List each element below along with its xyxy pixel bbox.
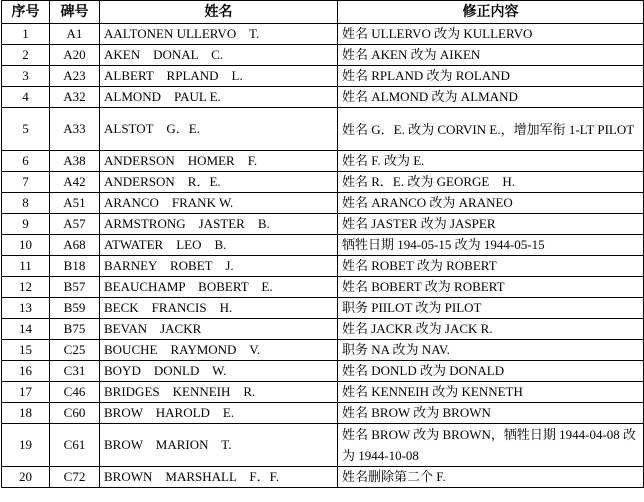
correction-cell: 牺牲日期 194-05-15 改为 1944-05-15 (338, 235, 644, 256)
table-row (2, 340, 644, 361)
header-row (2, 1, 644, 24)
name-cell: AKEN DONAL C. (100, 45, 338, 66)
stone-cell: B18 (50, 256, 100, 277)
correction-cell: 职务 PIILOT 改为 PILOT (338, 298, 644, 319)
header-serial: 序号 (2, 1, 50, 24)
serial-cell: 2 (2, 45, 50, 66)
serial-cell: 19 (2, 424, 50, 467)
stone-cell: A23 (50, 66, 100, 87)
correction-cell: 姓名 JASTER 改为 JASPER (338, 214, 644, 235)
correction-cell: 姓名 BOBERT 改为 ROBERT (338, 277, 644, 298)
name-cell: ARMSTRONG JASTER B. (100, 214, 338, 235)
name-cell: ALMOND PAUL E. (100, 87, 338, 108)
table-row (2, 256, 644, 277)
serial-cell: 13 (2, 298, 50, 319)
serial-cell: 14 (2, 319, 50, 340)
stone-cell: A1 (50, 24, 100, 45)
table-row (2, 214, 644, 235)
serial-cell: 8 (2, 193, 50, 214)
table-row (2, 87, 644, 108)
serial-cell: 5 (2, 108, 50, 151)
stone-cell: C72 (50, 467, 100, 488)
table-row (2, 382, 644, 403)
name-cell: BEVAN JACKR (100, 319, 338, 340)
name-cell: ALBERT RPLAND L. (100, 66, 338, 87)
correction-cell: 姓名 ULLERVO 改为 KULLERVO (338, 24, 644, 45)
table-row (2, 66, 644, 87)
correction-cell: 姓名 ALMOND 改为 ALMAND (338, 87, 644, 108)
stone-cell: C61 (50, 424, 100, 467)
table-row (2, 193, 644, 214)
header-stone-number: 碑号 (50, 1, 100, 24)
serial-cell: 9 (2, 214, 50, 235)
table-row (2, 108, 644, 151)
correction-cell: 姓名 DONLD 改为 DONALD (338, 361, 644, 382)
name-cell: BOYD DONLD W. (100, 361, 338, 382)
correction-cell: 姓名 ROBET 改为 ROBERT (338, 256, 644, 277)
table-row (2, 172, 644, 193)
name-cell: BROW MARION T. (100, 424, 338, 467)
name-cell: ANDERSON HOMER F. (100, 151, 338, 172)
stone-cell: C46 (50, 382, 100, 403)
name-cell: ARANCO FRANK W. (100, 193, 338, 214)
serial-cell: 4 (2, 87, 50, 108)
header-correction: 修正内容 (338, 1, 644, 24)
stone-cell: A38 (50, 151, 100, 172)
correction-cell: 姓名 BROW 改为 BROWN (338, 403, 644, 424)
serial-cell: 6 (2, 151, 50, 172)
stone-cell: A51 (50, 193, 100, 214)
correction-table (1, 0, 644, 488)
stone-cell: A33 (50, 108, 100, 151)
name-cell: BARNEY ROBET J. (100, 256, 338, 277)
table-row (2, 235, 644, 256)
table-row (2, 45, 644, 66)
table-row (2, 24, 644, 45)
table-row (2, 361, 644, 382)
serial-cell: 3 (2, 66, 50, 87)
correction-cell: 姓名删除第二个 F. (338, 467, 644, 488)
stone-cell: A57 (50, 214, 100, 235)
name-cell: BEAUCHAMP BOBERT E. (100, 277, 338, 298)
name-cell: BRIDGES KENNEIH R. (100, 382, 338, 403)
header-name: 姓名 (100, 1, 338, 24)
name-cell: ANDERSON R．E. (100, 172, 338, 193)
serial-cell: 1 (2, 24, 50, 45)
name-cell: BROW HAROLD E. (100, 403, 338, 424)
stone-cell: A32 (50, 87, 100, 108)
stone-cell: C60 (50, 403, 100, 424)
correction-cell: 姓名 R．E. 改为 GEORGE H. (338, 172, 644, 193)
table-row (2, 424, 644, 467)
table-row (2, 319, 644, 340)
stone-cell: A20 (50, 45, 100, 66)
table-row (2, 298, 644, 319)
serial-cell: 16 (2, 361, 50, 382)
correction-cell: 职务 NA 改为 NAV. (338, 340, 644, 361)
correction-cell: 姓名 ARANCO 改为 ARANEO (338, 193, 644, 214)
name-cell: BOUCHE RAYMOND V. (100, 340, 338, 361)
serial-cell: 17 (2, 382, 50, 403)
correction-cell: 姓名 JACKR 改为 JACK R. (338, 319, 644, 340)
stone-cell: B57 (50, 277, 100, 298)
stone-cell: C31 (50, 361, 100, 382)
serial-cell: 12 (2, 277, 50, 298)
stone-cell: A68 (50, 235, 100, 256)
table-row (2, 151, 644, 172)
name-cell: AALTONEN ULLERVO T. (100, 24, 338, 45)
serial-cell: 10 (2, 235, 50, 256)
correction-cell: 姓名 BROW 改为 BROWN，牺牲日期 1944-04-08 改为 1944-10-08 (338, 424, 644, 467)
serial-cell: 11 (2, 256, 50, 277)
stone-cell: A42 (50, 172, 100, 193)
serial-cell: 20 (2, 467, 50, 488)
serial-cell: 18 (2, 403, 50, 424)
table-row (2, 403, 644, 424)
stone-cell: C25 (50, 340, 100, 361)
serial-cell: 15 (2, 340, 50, 361)
table-row (2, 277, 644, 298)
name-cell: ALSTOT G．E. (100, 108, 338, 151)
name-cell: ATWATER LEO B. (100, 235, 338, 256)
correction-cell: 姓名 KENNEIH 改为 KENNETH (338, 382, 644, 403)
name-cell: BECK FRANCIS H. (100, 298, 338, 319)
stone-cell: B59 (50, 298, 100, 319)
correction-cell: 姓名 AKEN 改为 AIKEN (338, 45, 644, 66)
name-cell: BROWN MARSHALL F．F. (100, 467, 338, 488)
stone-cell: B75 (50, 319, 100, 340)
serial-cell: 7 (2, 172, 50, 193)
table-row (2, 467, 644, 488)
correction-cell: 姓名 F. 改为 E. (338, 151, 644, 172)
correction-cell: 姓名 G．E. 改为 CORVIN E.，增加军衔 1-LT PILOT (338, 108, 644, 151)
correction-cell: 姓名 RPLAND 改为 ROLAND (338, 66, 644, 87)
